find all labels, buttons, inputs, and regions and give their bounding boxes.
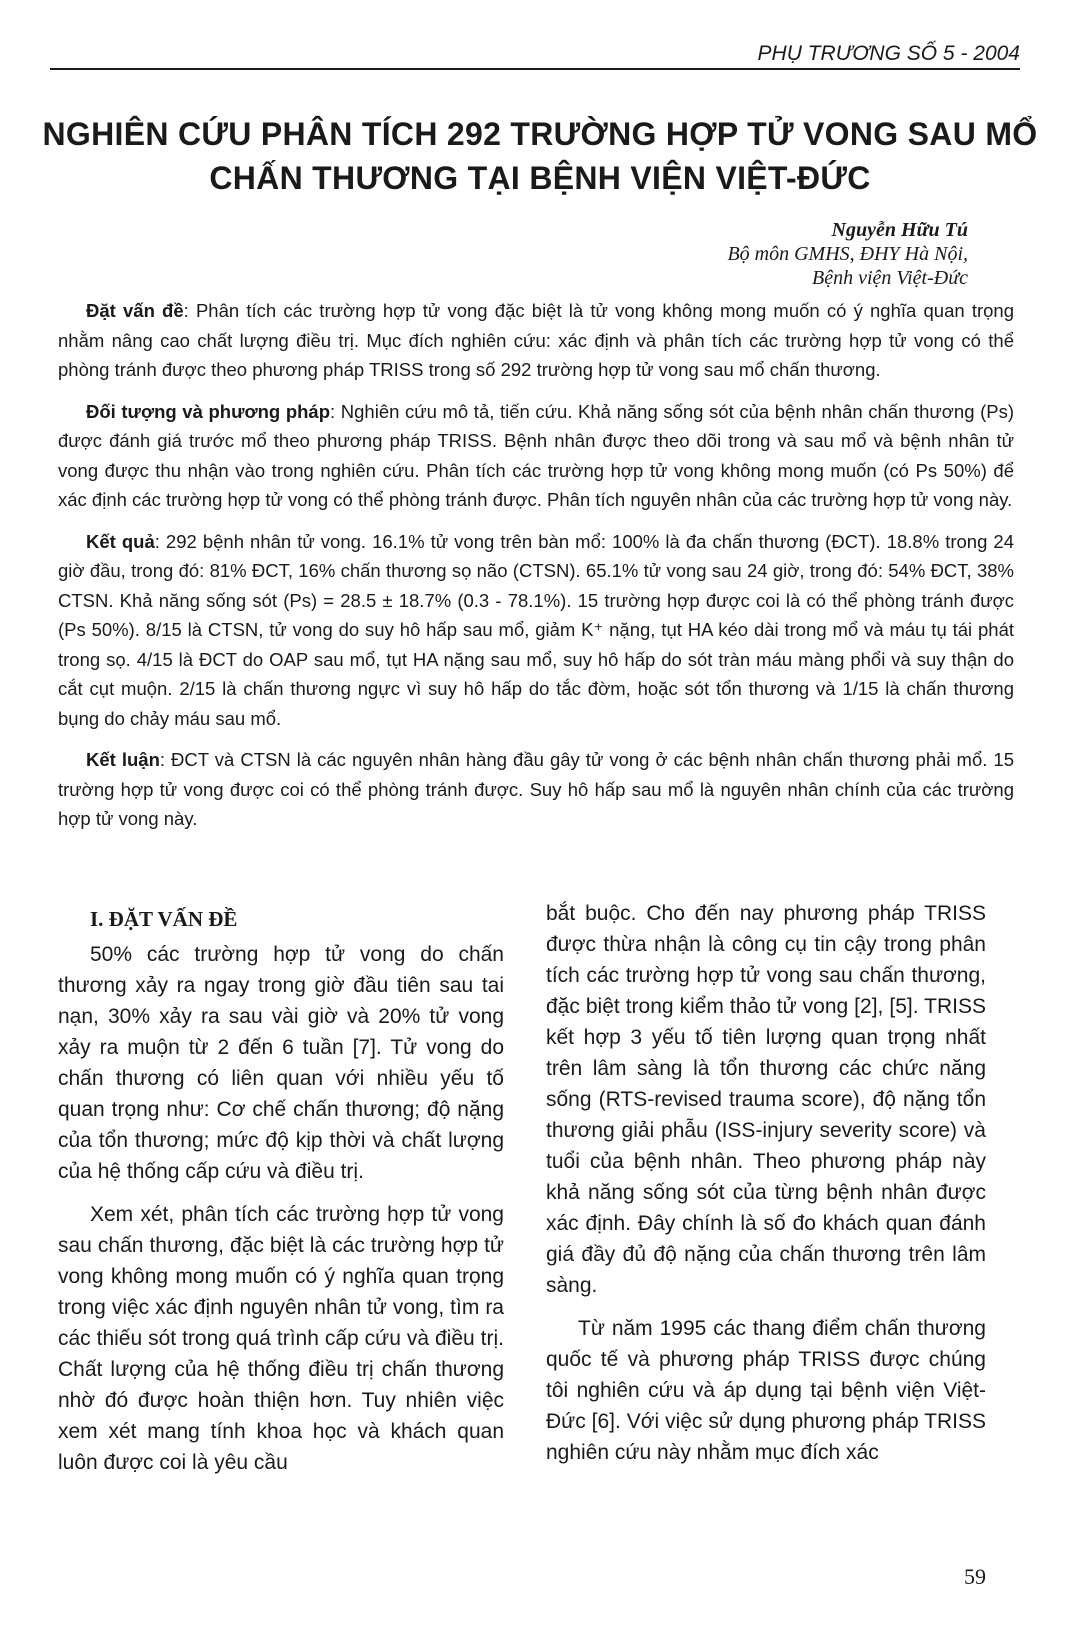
abstract-methods	[58, 397, 1014, 515]
title-line-1: NGHIÊN CỨU PHÂN TÍCH 292 TRƯỜNG HỢP TỬ VONG SAU MỔ	[42, 116, 1038, 152]
abstract-methods-text: : Nghiên cứu mô tả, tiến cứu. Khả năng sống sót của bệnh nhân chấn thương (Ps) được đánh giá trước mổ theo phương pháp TRISS. Bệnh nhân được theo dõi trong và sau mổ và bệnh nhân tử vong được thu nhận vào trong nghiên cứu. Phân tích các trường hợp tử vong không mong muốn (có Ps 50%) để xác định các trường hợp tử vong có thể phòng tránh được. Phân tích nguyên nhân của các trường hợp tử vong này.	[58, 400, 1014, 510]
body-paragraph: Từ năm 1995 các thang điểm chấn thương quốc tế và phương pháp TRISS được chúng tôi nghiên cứu và áp dụng tại bệnh viện Việt-Đức [6]. Với việc sử dụng phương pháp TRISS nghiên cứu này nhằm mục đích xác	[546, 1317, 986, 1464]
body-column-left	[58, 898, 504, 1490]
abstract-conclusion	[58, 745, 1014, 834]
abstract-results	[58, 527, 1014, 734]
abstract-conclusion-text: : ĐCT và CTSN là các nguyên nhân hàng đầu gây tử vong ở các bệnh nhân chấn thương phải mổ. 15 trường hợp tử vong được coi có thể phòng tránh được. Suy hô hấp sau mổ là nguyên nhân chính của các trường hợp tử vong này.	[58, 749, 1014, 829]
author-affiliation-1: Bộ môn GMHS, ĐHY Hà Nội,	[727, 243, 968, 265]
author-affiliation-2: Bệnh viện Việt-Đức	[811, 267, 968, 289]
abstract-methods-label: Đối tượng và phương pháp	[86, 400, 331, 422]
abstract-results-text: : 292 bệnh nhân tử vong. 16.1% tử vong trên bàn mổ: 100% là đa chấn thương (ĐCT). 18.8% trong 24 giờ đầu, trong đó: 81% ĐCT, 16% chấn thương sọ não (CTSN). 65.1% tử vong sau 24 giờ, trong đó: 54% ĐCT, 38% CTSN. Khả năng sống sót (Ps) = 28.5 ± 18.7% (0.3 - 78.1%). 15 trường hợp được coi là có thể phòng tránh được (Ps 50%). 8/15 là CTSN, tử vong do suy hô hấp sau mổ, giảm K⁺ nặng, tụt HA kéo dài trong mổ và máu tụ tái phát trong sọ. 4/15 là ĐCT do OAP sau mổ, tụt HA nặng sau mổ, suy hô hấp do sót tràn máu màng phổi và suy thận do cắt cụt muộn. 2/15 là chấn thương ngực vì suy hô hấp do tắc đờm, hoặc sót tổn thương và 1/15 là chấn thương bụng do chảy máu sau mổ.	[58, 530, 1014, 729]
body-paragraph: Xem xét, phân tích các trường hợp tử vong sau chấn thương, đặc biệt là các trường hợp tử vong không mong muốn có ý nghĩa quan trọng trong việc xác định nguyên nhân tử vong, tìm ra các thiếu sót trong quá trình cấp cứu và điều trị. Chất lượng của hệ thống điều trị chấn thương nhờ đó được hoàn thiện hơn. Tuy nhiên việc xem xét mang tính khoa học và khách quan luôn được coi là yêu cầu	[58, 1203, 504, 1474]
running-header	[50, 42, 1020, 70]
page-number: 59	[964, 1564, 986, 1589]
abstract-intro-text: : Phân tích các trường hợp tử vong đặc biệt là tử vong không mong muốn có ý nghĩa quan trọng nhằm nâng cao chất lượng điều trị. Mục đích nghiên cứu: xác định và phân tích các trường hợp tử vong có thể phòng tránh được theo phương pháp TRISS trong số 292 trường hợp tử vong sau mổ chấn thương.	[58, 300, 1014, 380]
body-paragraph: 50% các trường hợp tử vong do chấn thương xảy ra ngay trong giờ đầu tiên sau tai nạn, 30% xảy ra sau vài giờ và 20% tử vong xảy ra muộn từ 2 đến 6 tuần [7]. Tử vong do chấn thương có liên quan với nhiều yếu tố quan trọng như: Cơ chế chấn thương; độ nặng của tổn thương; mức độ kịp thời và chất lượng của hệ thống cấp cứu và điều trị.	[58, 943, 504, 1183]
abstract-intro-label: Đặt vấn đề	[86, 300, 184, 321]
body-paragraph: bắt buộc. Cho đến nay phương pháp TRISS được thừa nhận là công cụ tin cậy trong phân tích các trường hợp tử vong sau chấn thương, đặc biệt trong kiểm thảo tử vong [2], [5]. TRISS kết hợp 3 yếu tố tiên lượng quan trọng nhất trên lâm sàng là tổn thương các chức năng sống (RTS-revised trauma score), độ nặng tổn thương giải phẫu (ISS-injury severity score) và tuổi của bệnh nhân. Theo phương pháp này khả năng sống sót của từng bệnh nhân được xác định. Đây chính là số đo khách quan đánh giá đầy đủ độ nặng của chấn thương trên lâm sàng.	[546, 902, 986, 1297]
abstract	[58, 296, 1014, 846]
abstract-intro	[58, 296, 1014, 385]
author-block	[727, 218, 968, 290]
author-name: Nguyễn Hữu Tú	[831, 219, 968, 241]
body-column-right	[546, 898, 986, 1480]
title-line-2: CHẤN THƯƠNG TẠI BỆNH VIỆN VIỆT-ĐỨC	[209, 160, 871, 196]
running-title: PHỤ TRƯƠNG SỐ 5 - 2004	[757, 42, 1020, 65]
abstract-conclusion-label: Kết luận	[86, 749, 160, 770]
section-heading: I. ĐẶT VẤN ĐỀ	[90, 907, 238, 931]
article-title	[40, 112, 1040, 200]
abstract-results-label: Kết quả	[86, 530, 155, 552]
